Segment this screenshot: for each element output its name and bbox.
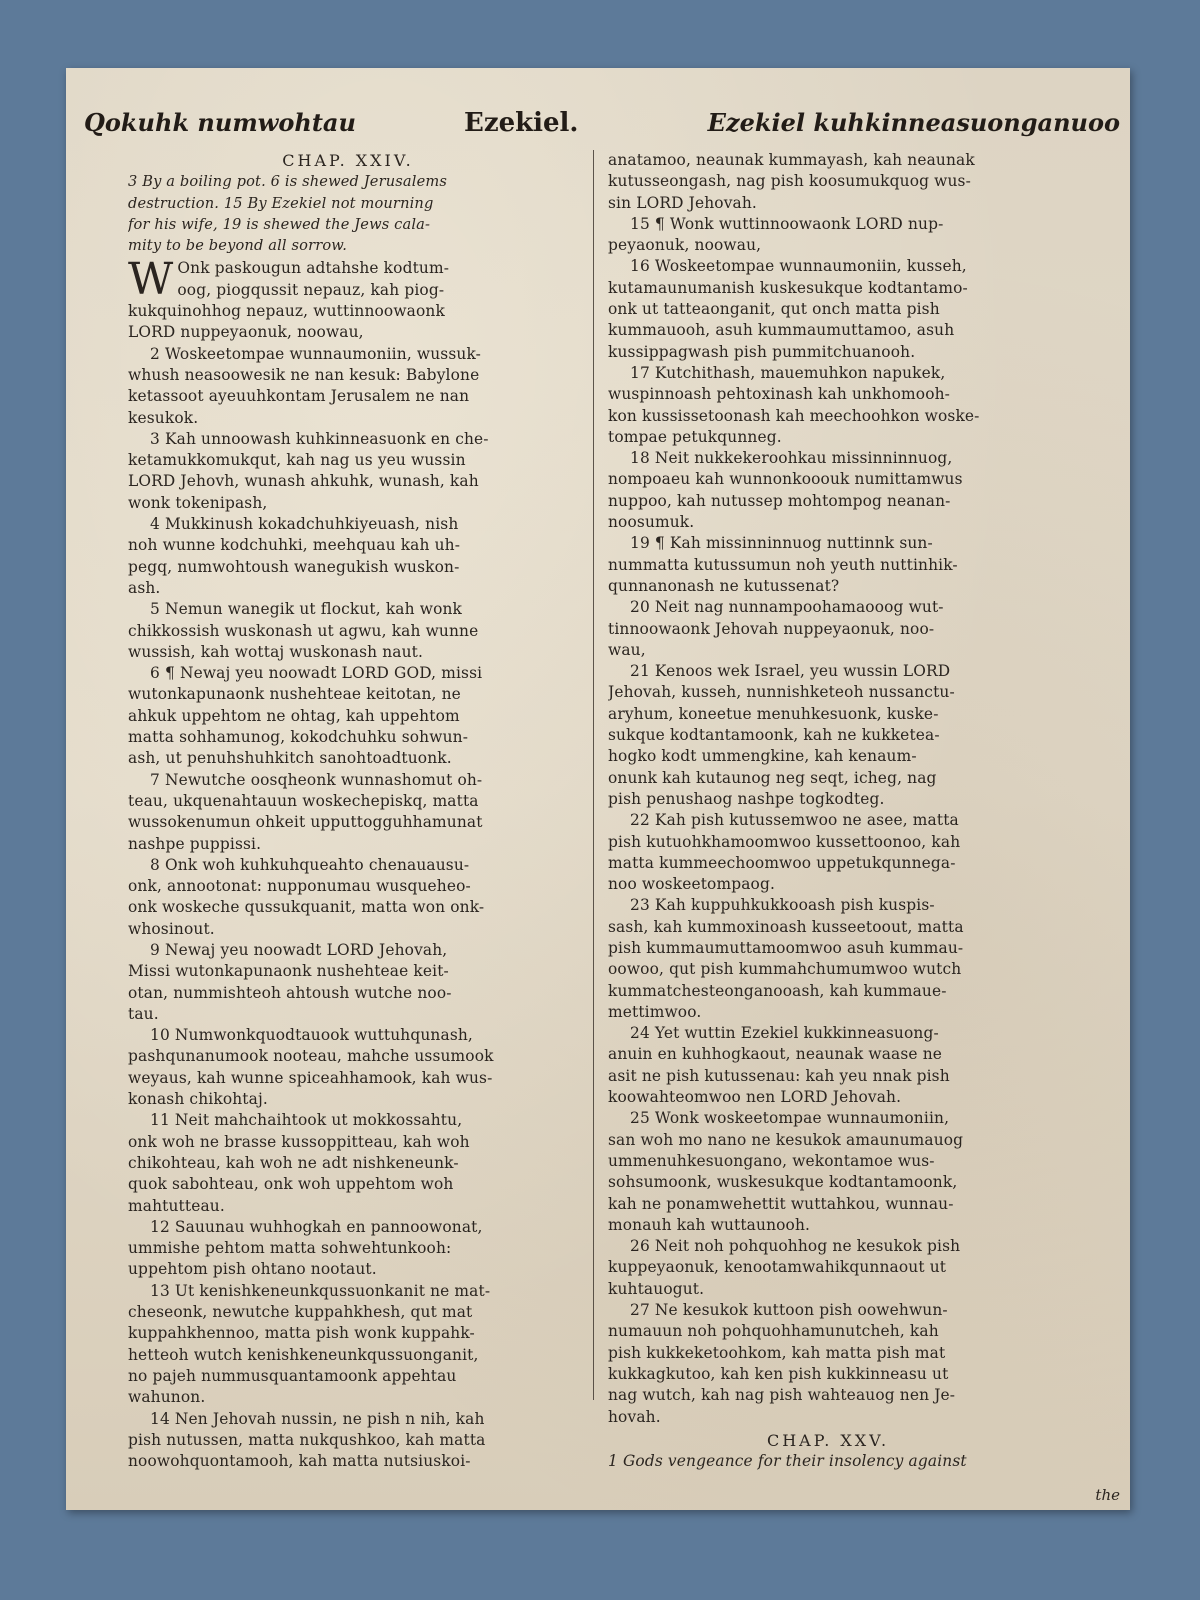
summary-line: mity to be beyond all sorrow. [128, 237, 347, 255]
verse-line: wussokenumun ohkeit upputtogguhhamunat [128, 813, 483, 832]
verse-line: Missi wutonkapunaonk nushehteae keit- [128, 962, 449, 981]
summary-line: for his wife, 19 is shewed the Jews cala- [128, 215, 431, 233]
drop-cap: W [128, 254, 174, 306]
verse-line: pish kummaumuttamoomwoo asuh kummau- [608, 938, 964, 957]
verse-line: nummatta kutussumun noh yeuth nuttinhik- [608, 555, 958, 574]
verse-line: LORD nuppeyaonuk, noowau, [128, 323, 364, 342]
verse-line: tompae petukqunneg. [608, 427, 782, 446]
verse-line: weyaus, kah wunne spiceahhamook, kah wus- [128, 1068, 493, 1087]
verse-line: koowahteomwoo nen LORD Jehovah. [608, 1088, 902, 1107]
verse-line: nompoaeu kah wunnonkooouk numittamwus [608, 470, 963, 489]
verse-line: noh wunne kodchuhki, meehquau kah uh- [128, 536, 461, 555]
chapter-summary [128, 171, 568, 256]
verse-line: ash, ut penuhshuhkitch sanohtoadtuonk. [128, 749, 452, 768]
verse-line: kummatchesteonganooash, kah kummaue- [608, 981, 947, 1000]
verse-line: ketamukkomukqut, kah nag us yeu wussin [128, 451, 466, 470]
verse-line: peyaonuk, noowau, [608, 236, 762, 255]
verse-line: pish penushaog nashpe togkodteg. [608, 789, 885, 808]
verse-line: 21 Kenoos wek Israel, yeu wussin LORD [630, 662, 951, 681]
verse-line: 8 Onk woh kuhkuhqueahto chenauausu- [150, 855, 470, 874]
verse-line: anatamoo, neaunak kummayash, kah neaunak [608, 151, 975, 169]
verse-line: wonk tokenipash, [128, 493, 268, 512]
left-verse-lines [128, 254, 568, 1472]
verse-line: kummauooh, asuh kummaumuttamoo, asuh [608, 321, 955, 340]
verse-line: tau. [128, 1004, 159, 1023]
opening-paragraph [128, 254, 568, 1472]
running-head-right: Ezekiel kuhkinneasuonganuoo [707, 108, 1120, 137]
verse-line: 14 Nen Jehovah nussin, ne pish n nih, kah [150, 1409, 485, 1428]
book-page [66, 68, 1130, 1510]
verse-line: 13 Ut kenishkeneunkqussuonkanit ne mat- [150, 1281, 491, 1300]
verse-line: matta kummeechoomwoo uppetukqunnega- [608, 853, 956, 872]
catchword: the [1095, 1486, 1120, 1504]
verse-line: wau, [608, 640, 646, 659]
verse-line: nashpe puppissi. [128, 834, 262, 853]
verse-line: 19 ¶ Kah missinninnuog nuttinnk sun- [630, 534, 933, 553]
verse-line: kuhtauogut. [608, 1279, 705, 1298]
verse-line: hogko kodt ummengkine, kah kenaum- [608, 747, 917, 766]
verse-line: onk woh ne brasse kussoppitteau, kah woh [128, 1132, 470, 1151]
verse-line: 11 Neit mahchaihtook ut mokkossahtu, [150, 1111, 463, 1130]
verse-line: asit ne pish kutussenau: kah yeu nnak pish [608, 1066, 950, 1085]
verse-line: 16 Woskeetompae wunnaumoniin, kusseh, [630, 257, 967, 276]
verse-line: oowoo, qut pish kummahchumumwoo wutch [608, 960, 962, 979]
chapter-title: CHAP. XXIV. [282, 151, 414, 170]
verse-line: sin LORD Jehovah. [608, 193, 757, 212]
verse-line: pish kukkeketoohkom, kah matta pish mat [608, 1343, 946, 1362]
verse-line: 10 Numwonkquodtauook wuttuhqunash, [150, 1026, 473, 1045]
column-divider [593, 150, 594, 1400]
verse-line: chikkossish wuskonash ut agwu, kah wunne [128, 621, 479, 640]
right-column [608, 150, 1048, 1474]
verse-line: sash, kah kummoxinoash kusseetoout, matta [608, 917, 964, 936]
verse-line: onk woskeche qussukquanit, matta won onk- [128, 898, 485, 917]
verse-line: matta sohhamunog, kokodchuhku sohwun- [128, 728, 469, 747]
verse-line: mahtutteau. [128, 1196, 225, 1215]
verse-line: 17 Kutchithash, mauemuhkon napukek, [630, 363, 946, 382]
verse-line: nuppoo, kah nutussep mohtompog neanan- [608, 491, 951, 510]
verse-line: pegq, numwohtoush wanegukish wuskon- [128, 557, 460, 576]
verse-line: whosinout. [128, 919, 215, 938]
verse-line: hovah. [608, 1407, 661, 1426]
verse-line: 5 Nemun wanegik ut flockut, kah wonk [150, 600, 463, 619]
summary-line: destruction. 15 By Ezekiel not mourning [128, 194, 434, 212]
verse-line: aryhum, koneetue menuhkesuonk, kuske- [608, 704, 939, 723]
verse-line: anuin en kuhhogkaout, neaunak waase ne [608, 1045, 943, 1064]
next-chapter-summary: 1 Gods vengeance for their insolency against [608, 1452, 967, 1471]
verse-line: oog, piogqussit nepauz, kah piog- [177, 280, 445, 299]
verse-line: qunnanonash ne kutussenat? [608, 576, 840, 595]
verse-line: 12 Sauunau wuhhogkah en pannoowonat, [150, 1217, 483, 1236]
verse-line: ummenuhkesuongano, wekontamoe wus- [608, 1151, 935, 1170]
verse-line: onk, annootonat: nupponumau wusqueheo- [128, 877, 471, 896]
verse-line: wahunon. [128, 1388, 206, 1407]
verse-line: otan, nummishteoh ahtoush wutche noo- [128, 983, 452, 1002]
verse-line: konash chikohtaj. [128, 1090, 268, 1109]
running-head-book-title: Ezekiel. [464, 108, 579, 138]
verse-line: monauh kah wuttaunooh. [608, 1215, 811, 1234]
verse-line: 23 Kah kuppuhkukkooash pish kuspis- [630, 896, 935, 915]
verse-line: kuppeyaonuk, kenootamwahikqunnaout ut [608, 1258, 947, 1277]
verse-line: sukque kodtantamoonk, kah ne kukketea- [608, 726, 940, 745]
verse-line: mettimwoo. [608, 1002, 702, 1021]
verse-line: quok sabohteau, onk woh uppehtom woh [128, 1175, 454, 1194]
verse-line: 25 Wonk woskeetompae wunnaumoniin, [630, 1109, 950, 1128]
verse-line: chikohteau, kah woh ne adt nishkeneunk- [128, 1153, 459, 1172]
verse-line: pashqunanumook nooteau, mahche ussumook [128, 1047, 494, 1066]
verse-line: tinnoowaonk Jehovah nuppeyaonuk, noo- [608, 619, 935, 638]
verse-line: pish kutuohkhamoomwoo kussettoonoo, kah [608, 832, 961, 851]
right-verse-lines [608, 150, 1048, 1428]
verse-line: nag wutch, kah nag pish wahteauog nen Je- [608, 1386, 956, 1405]
verse-line: 22 Kah pish kutussemwoo ne asee, matta [630, 811, 959, 830]
verse-line: kukkagkutoo, kah ken pish kukkinneasu ut [608, 1364, 949, 1383]
next-chapter-title: CHAP. XXV. [766, 1430, 890, 1450]
verse-line: kesukok. [128, 408, 199, 427]
verse-line: onk ut tatteaonganit, qut onch matta pish [608, 300, 940, 319]
verse-line: wussish, kah wottaj wuskonash naut. [128, 642, 424, 661]
verse-line: 4 Mukkinush kokadchuhkiyeuash, nish [150, 515, 459, 534]
verse-line: 20 Neit nag nunnampoohamaooog wut- [630, 598, 944, 617]
verse-line: LORD Jehovh, wunash ahkuhk, wunash, kah [128, 472, 479, 491]
verse-line: Jehovah, kusseh, nunnishketeoh nussanctu- [608, 683, 955, 702]
running-head-left: Qokuhk numwohtau [84, 108, 356, 137]
verse-line: ummishe pehtom matta sohwehtunkooh: [128, 1239, 452, 1258]
verse-line: whush neasoowesik ne nan kesuk: Babylone [128, 365, 480, 384]
verse-line: ash. [128, 578, 161, 597]
verse-line: teau, ukquenahtauun woskechepiskq, matta [128, 791, 479, 810]
verse-line: kon kussissetoonash kah meechoohkon woske- [608, 406, 980, 425]
verse-line: kutusseongash, nag pish koosumukquog wus- [608, 172, 971, 191]
verse-line: kussippagwash pish pummitchuanooh. [608, 342, 916, 361]
verse-line: kukquinohhog nepauz, wuttinnoowaonk [128, 302, 445, 321]
verse-line: ahkuk uppehtom ne ohtag, kah uppehtom [128, 706, 460, 725]
running-head [84, 108, 1120, 148]
verse-line: 2 Woskeetompae wunnaumoniin, wussuk- [150, 344, 481, 363]
verse-line: 27 Ne kesukok kuttoon pish oowehwun- [630, 1301, 948, 1320]
verse-line: san woh mo nano ne kesukok amaunumauog [608, 1130, 964, 1149]
verse-line: wutonkapunaonk nushehteae keitotan, ne [128, 685, 461, 704]
verse-line: wuspinnoash pehtoxinash kah unkhomooh- [608, 385, 951, 404]
verse-line: hetteoh wutch kenishkeneunkqussuonganit, [128, 1345, 479, 1364]
verse-line: ketassoot ayeuuhkontam Jerusalem ne nan [128, 387, 470, 406]
summary-line: 3 By a boiling pot. 6 is shewed Jerusalems [128, 173, 447, 191]
verse-line: Onk paskougun adtahshe kodtum- [177, 259, 450, 278]
verse-line: 6 ¶ Newaj yeu noowadt LORD GOD, missi [150, 664, 483, 683]
verse-line: cheseonk, newutche kuppahkhesh, qut mat [128, 1303, 473, 1322]
verse-line: kah ne ponamwehettit wuttahkou, wunnau- [608, 1194, 954, 1213]
verse-line: 3 Kah unnoowash kuhkinneasuonk en che- [150, 429, 489, 448]
verse-line: 26 Neit noh pohquohhog ne kesukok pish [630, 1237, 961, 1256]
verse-line: numauun noh pohquohhamunutcheh, kah [608, 1322, 939, 1341]
verse-line: 15 ¶ Wonk wuttinnoowaonk LORD nup- [630, 214, 944, 233]
verse-line: noo woskeetompaog. [608, 875, 775, 894]
verse-line: 24 Yet wuttin Ezekiel kukkinneasuong- [630, 1024, 939, 1043]
left-column [128, 150, 568, 1474]
verse-line: noosumuk. [608, 513, 695, 532]
verse-line: onunk kah kutaunog neg seqt, icheg, nag [608, 768, 937, 787]
verse-line: noowohquontamooh, kah matta nutsiuskoi- [128, 1452, 471, 1471]
verse-line: uppehtom pish ohtano nootaut. [128, 1260, 377, 1279]
verse-line: 7 Newutche oosqheonk wunnashomut oh- [150, 770, 483, 789]
verse-line: kuppahkhennoo, matta pish wonk kuppahk- [128, 1324, 475, 1343]
verse-line: 9 Newaj yeu noowadt LORD Jehovah, [150, 940, 448, 959]
verse-line: no pajeh nummusquantamoonk appehtau [128, 1366, 457, 1385]
verse-line: 18 Neit nukkekeroohkau missinninnuog, [630, 449, 953, 468]
verse-line: pish nutussen, matta nukqushkoo, kah matta [128, 1430, 486, 1449]
verse-line: kutamaunumanish kuskesukque kodtantamo- [608, 278, 968, 297]
verse-line: sohsumoonk, wuskesukque kodtantamoonk, [608, 1173, 958, 1192]
